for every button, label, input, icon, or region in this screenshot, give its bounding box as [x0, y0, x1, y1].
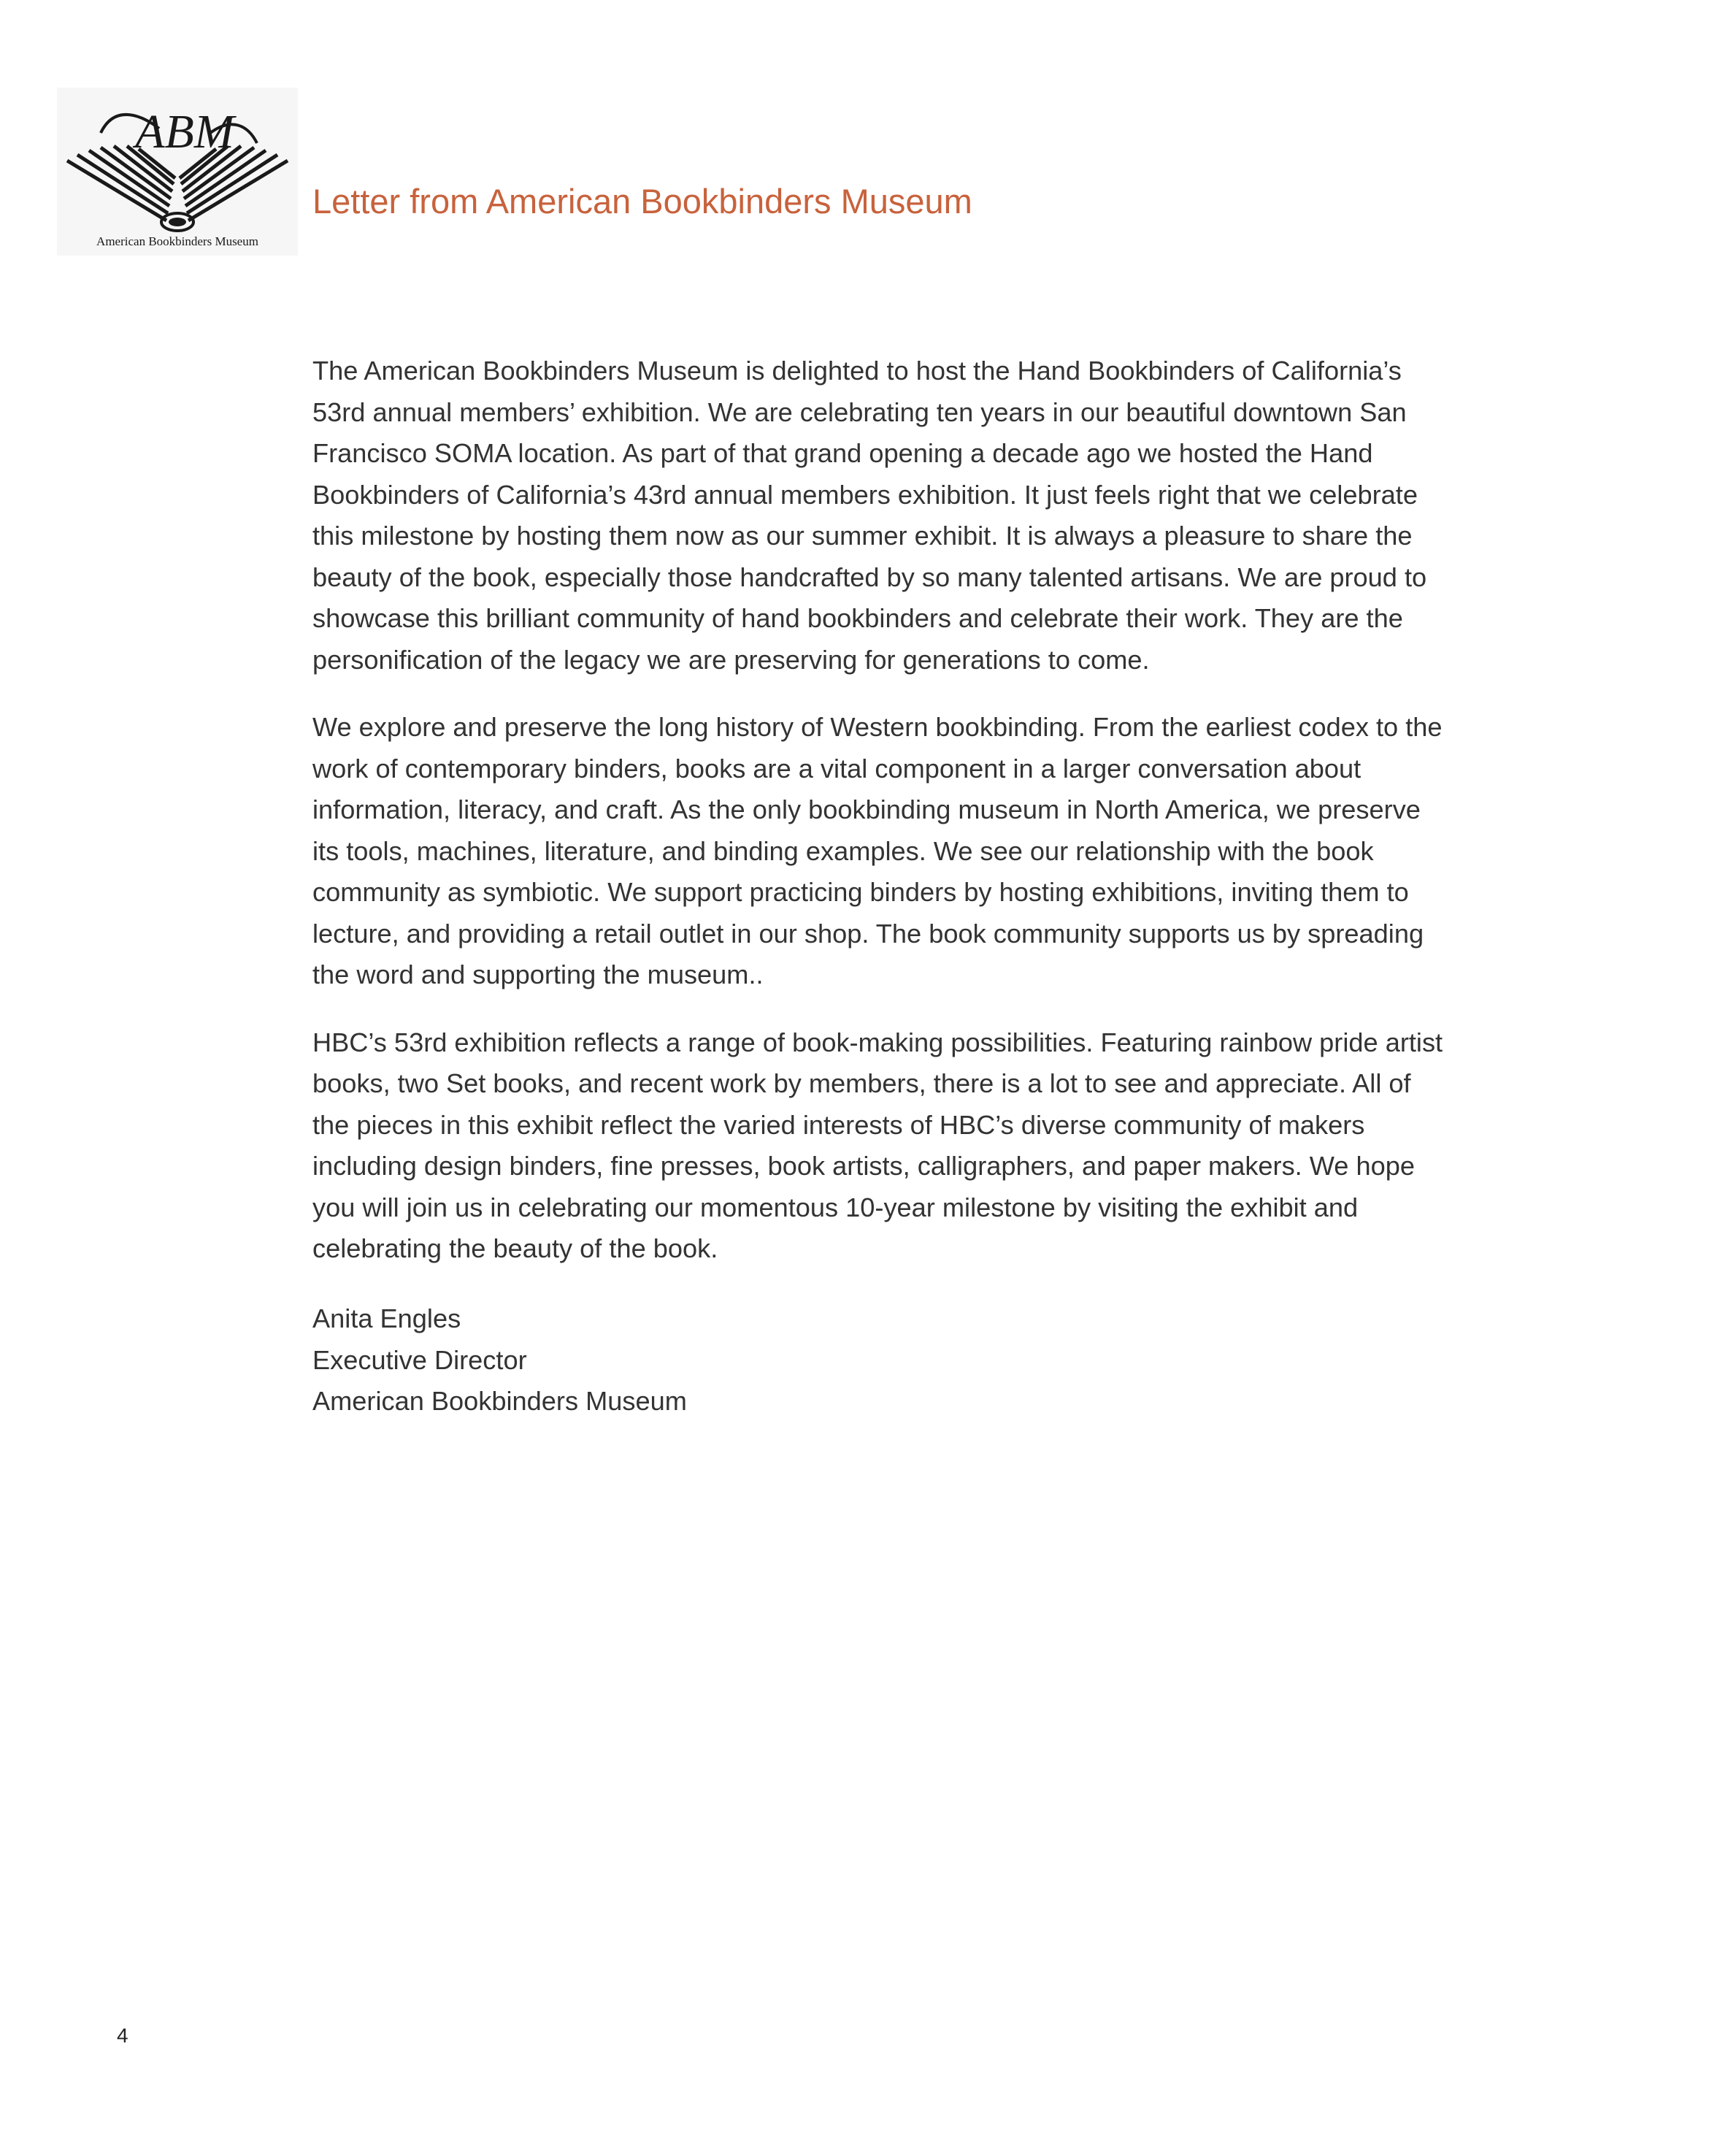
signatory-organization: American Bookbinders Museum: [312, 1386, 687, 1416]
open-book-logo-icon: [57, 88, 298, 256]
signature-block: [312, 1298, 687, 1422]
logo-monogram: ABM: [135, 105, 234, 158]
signatory-name: Anita Engles: [312, 1303, 461, 1333]
logo-caption: American Bookbinders Museum: [96, 234, 258, 248]
letter-paragraph: HBC’s 53rd exhibition reflects a range of book-making possibilities. Featuring rainbow pride artist books, two Set books, and recent work by members, there is a lot to see and appreciate. All of the pieces in this exhibit reflect the varied interests of HBC’s diverse community of makers including design binders, fine presses, book artists, calligraphers, and paper makers. We hope you will join us in celebrating our momentous 10-year milestone by visiting the exhibit and celebrating the beauty of the book.: [312, 1027, 1443, 1263]
signatory-role: Executive Director: [312, 1344, 527, 1375]
letter-body: [312, 351, 1451, 1296]
page-title: Letter from American Bookbinders Museum: [312, 182, 972, 221]
page-number: 4: [117, 2024, 128, 2047]
letter-paragraph: The American Bookbinders Museum is delighted to host the Hand Bookbinders of California’s 53rd annual members’ exhibition. We are celebrating ten years in our beautiful downtown San Francisco SOMA location. As part of that grand opening a decade ago we hosted the Hand Bookbinders of California’s 43rd annual members exhibition. It just feels right that we celebrate this milestone by hosting them now as our summer exhibit. It is always a pleasure to share the beauty of the book, especially those handcrafted by so many talented artisans. We are proud to showcase this brilliant community of hand bookbinders and celebrate their work. They are the personification of the legacy we are preserving for generations to come.: [312, 356, 1427, 675]
museum-logo: [57, 88, 298, 256]
letter-paragraph: We explore and preserve the long history of Western bookbinding. From the earliest codex to the work of contemporary binders, books are a vital component in a larger conversation about information, literacy, and craft. As the only bookbinding museum in North America, we preserve its tools, machines, literature, and binding examples. We see our relationship with the book community as symbiotic. We support practicing binders by hosting exhibitions, inviting them to lecture, and providing a retail outlet in our shop. The book community supports us by spreading the word and supporting the museum..: [312, 712, 1443, 989]
